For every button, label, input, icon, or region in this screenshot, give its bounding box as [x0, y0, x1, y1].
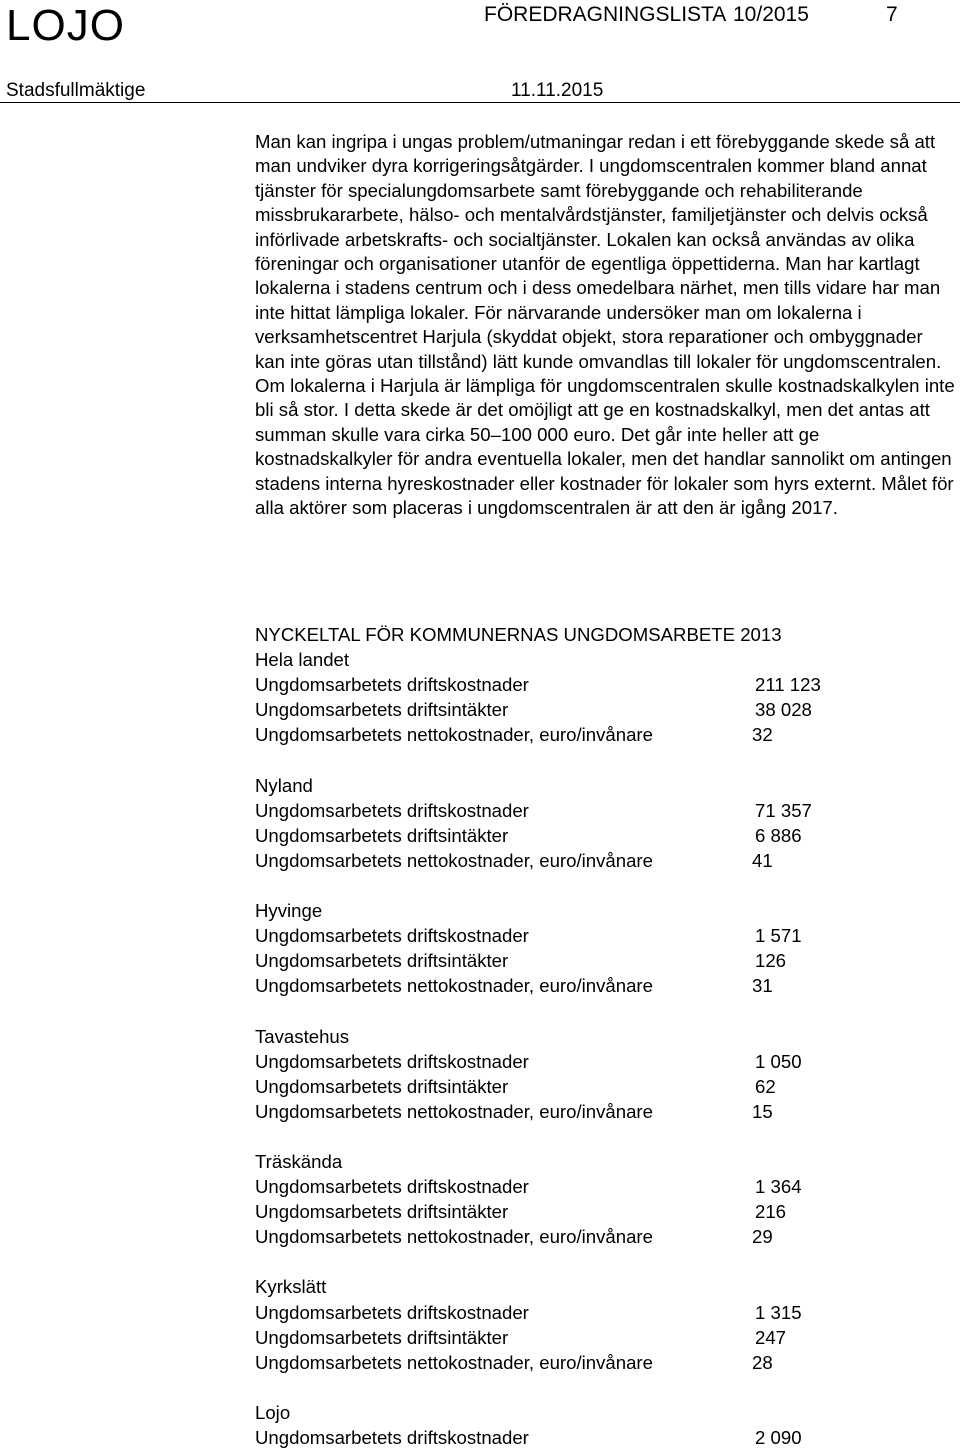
spacer — [255, 747, 955, 772]
key-figure-row — [255, 697, 955, 722]
key-figure-value: 247 — [755, 1326, 787, 1348]
header-divider — [0, 102, 960, 103]
key-figure-label: Ungdomsarbetets nettokostnader, euro/invånare — [255, 724, 653, 746]
key-figure-label: Ungdomsarbetets driftsintäkter — [255, 1075, 509, 1097]
region-label: Nyland — [255, 774, 313, 796]
logo: LOJO — [6, 1, 125, 50]
key-figure-label: Ungdomsarbetets driftskostnader — [255, 1427, 529, 1448]
key-figure-value: 31 — [752, 975, 773, 997]
body-paragraph: Man kan ingripa i ungas problem/utmaningar redan i ett förebyggande skede så att man undviker dyra korrigeringsåtgärder. I ungdomscentralen kommer bland annat tjänster för specialungdomsarbete samt förebyggande och rehabiliterande missbrukararbete, hälso- och mentalvårdstjänster, familjetjänster och delvis också införlivade arbetskrafts- och socialtjänster. Lokalen kan också användas av olika föreningar och organisationer utanför de egentliga öppettiderna. Man har kartlagt lokalerna i stadens centrum och i dess omedelbara närhet, men tills vidare har man inte hittat lämpliga lokaler. För närvarande undersöker man om lokalerna i verksamhetscentret Harjula (skyddat objekt, stora reparationer och ombyggnader kan inte göras utan tillstånd) lätt kunde omvandlas till lokaler för ungdomscentralen. Om lokalerna i Harjula är lämpliga för ungdomscentralen skulle kostnadskalkylen inte bli så stor. I detta skede är det omöjligt att ge en kostnadskalkyl, men det antas att summan skulle vara cirka 50–100 000 euro. Det går inte heller att ge kostnadskalkyler för andra eventuella lokaler, men det handlar sannolikt om antingen stadens interna hyreskostnader eller kostnader för lokaler som hyrs externt. Målet för alla aktörer som placeras i ungdomscentralen är att den är igång 2017. — [255, 131, 955, 519]
key-figure-row — [255, 1300, 955, 1325]
key-figure-value: 38 028 — [755, 699, 812, 721]
region-label: Hyvinge — [255, 900, 323, 922]
key-figure-value: 32 — [752, 724, 773, 746]
key-figure-label: Ungdomsarbetets driftsintäkter — [255, 1201, 509, 1223]
meeting-date: 11.11.2015 — [511, 80, 604, 101]
page-number: 7 — [886, 3, 898, 26]
key-figure-value: 71 357 — [755, 799, 812, 821]
key-figure-row — [255, 923, 955, 948]
key-figure-row — [255, 1099, 955, 1124]
key-figure-label: Ungdomsarbetets driftsintäkter — [255, 950, 509, 972]
key-figure-value: 1 315 — [755, 1301, 802, 1323]
key-figure-row — [255, 1350, 955, 1375]
region-label: Lojo — [255, 1401, 291, 1423]
key-figure-row — [255, 1425, 955, 1450]
key-figures-heading: NYCKELTAL FÖR KOMMUNERNAS UNGDOMSARBETE 2013 — [255, 624, 782, 645]
key-figure-value: 62 — [755, 1075, 776, 1097]
key-figure-value: 28 — [752, 1351, 773, 1373]
key-figure-label: Ungdomsarbetets driftskostnader — [255, 799, 529, 821]
key-figure-row — [255, 1325, 955, 1350]
region-label: Kyrkslätt — [255, 1276, 327, 1298]
key-figure-label: Ungdomsarbetets driftskostnader — [255, 1176, 529, 1198]
region-label: Träskända — [255, 1150, 343, 1172]
key-figure-label: Ungdomsarbetets driftsintäkter — [255, 824, 509, 846]
region-label: Tavastehus — [255, 1025, 350, 1047]
key-figure-label: Ungdomsarbetets nettokostnader, euro/invånare — [255, 1351, 653, 1373]
spacer — [255, 1124, 955, 1149]
key-figure-label: Ungdomsarbetets nettokostnader, euro/invånare — [255, 975, 653, 997]
key-figure-value: 2 090 — [755, 1427, 802, 1448]
regions-list — [255, 747, 955, 1450]
key-figure-row — [255, 823, 955, 848]
key-figure-label: Ungdomsarbetets driftsintäkter — [255, 699, 509, 721]
document-number: 10/2015 — [733, 3, 809, 26]
region-label: Hela landet — [255, 649, 350, 671]
document-title: FÖREDRAGNINGSLISTA — [484, 3, 727, 26]
region-rows — [255, 672, 955, 747]
key-figure-label: Ungdomsarbetets nettokostnader, euro/invånare — [255, 849, 653, 871]
key-figure-row — [255, 848, 955, 873]
key-figure-value: 1 050 — [755, 1050, 802, 1072]
key-figure-value: 15 — [752, 1100, 773, 1122]
key-figure-value: 216 — [755, 1201, 787, 1223]
key-figure-value: 211 123 — [755, 674, 821, 696]
key-figure-label: Ungdomsarbetets driftskostnader — [255, 925, 529, 947]
key-figure-label: Ungdomsarbetets driftsintäkter — [255, 1326, 509, 1348]
key-figure-row — [255, 1199, 955, 1224]
organ-name: Stadsfullmäktige — [6, 80, 146, 101]
spacer — [255, 873, 955, 898]
key-figure-row — [255, 973, 955, 998]
key-figure-label: Ungdomsarbetets nettokostnader, euro/invånare — [255, 1226, 653, 1248]
key-figure-value: 29 — [752, 1226, 773, 1248]
key-figure-value: 126 — [755, 950, 787, 972]
key-figure-value: 1 571 — [755, 925, 802, 947]
spacer — [255, 1375, 955, 1400]
spacer — [255, 998, 955, 1023]
spacer — [255, 1249, 955, 1274]
key-figure-row — [255, 722, 955, 747]
key-figure-row — [255, 948, 955, 973]
key-figure-value: 41 — [752, 849, 773, 871]
key-figure-row — [255, 1074, 955, 1099]
key-figure-label: Ungdomsarbetets driftskostnader — [255, 1301, 529, 1323]
key-figures-section — [255, 622, 955, 1450]
key-figure-row — [255, 1049, 955, 1074]
key-figure-row — [255, 1174, 955, 1199]
key-figure-value: 6 886 — [755, 824, 802, 846]
key-figure-row — [255, 1224, 955, 1249]
key-figure-label: Ungdomsarbetets driftskostnader — [255, 674, 529, 696]
key-figure-label: Ungdomsarbetets driftskostnader — [255, 1050, 529, 1072]
key-figure-row — [255, 672, 955, 697]
key-figure-row — [255, 798, 955, 823]
key-figure-label: Ungdomsarbetets nettokostnader, euro/invånare — [255, 1100, 653, 1122]
key-figure-value: 1 364 — [755, 1176, 802, 1198]
